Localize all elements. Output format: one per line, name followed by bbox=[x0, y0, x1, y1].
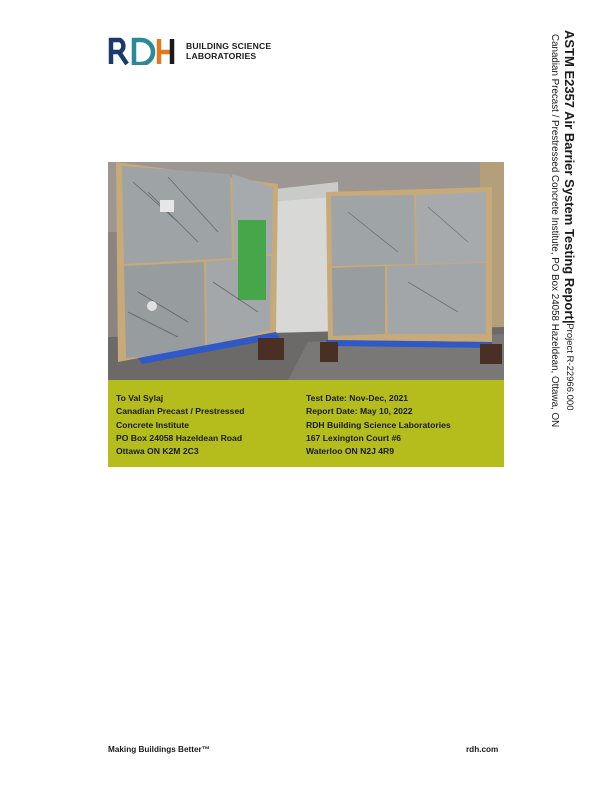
recipient-name: To Val Sylaj bbox=[116, 393, 164, 403]
author-city: Waterloo ON N2J 4R9 bbox=[306, 446, 395, 457]
rdh-logo bbox=[108, 37, 271, 65]
recipient-org-line-1: Canadian Precast / Prestressed bbox=[116, 406, 245, 417]
author-address: 167 Lexington Court #6 bbox=[306, 432, 402, 443]
report-title-block bbox=[542, 30, 578, 427]
project-number: Project R-22966.000 bbox=[564, 323, 575, 411]
title-separator: | bbox=[562, 319, 577, 324]
logo-line-2: LABORATORIES bbox=[186, 51, 257, 61]
cover-photo bbox=[108, 162, 504, 380]
report-date: Report Date: May 10, 2022 bbox=[306, 406, 413, 417]
report-info-panel bbox=[108, 380, 504, 467]
logo-line-1: BUILDING SCIENCE bbox=[186, 41, 272, 51]
footer-website[interactable]: rdh.com bbox=[466, 745, 499, 754]
author-info bbox=[306, 392, 496, 458]
rdh-wordmark-icon bbox=[108, 37, 180, 65]
logo-text bbox=[186, 41, 271, 61]
report-subtitle: Canadian Precast / Prestressed Concrete Institute, PO Box 24058 Hazeldean, Ottawa, ON bbox=[549, 34, 560, 428]
recipient-org-line-2: Concrete Institute bbox=[116, 419, 190, 430]
concrete-wall-test-panels-photo-icon bbox=[108, 162, 504, 380]
test-date: Test Date: Nov-Dec, 2021 bbox=[306, 393, 409, 403]
recipient-address: PO Box 24058 Hazeldean Road bbox=[116, 432, 243, 443]
report-title: ASTM E2357 Air Barrier System Testing Report bbox=[562, 30, 577, 320]
footer-tagline: Making Buildings Better™ bbox=[108, 745, 210, 754]
author-org: RDH Building Science Laboratories bbox=[306, 419, 451, 430]
recipient-info bbox=[116, 392, 306, 458]
recipient-city: Ottawa ON K2M 2C3 bbox=[116, 446, 199, 457]
